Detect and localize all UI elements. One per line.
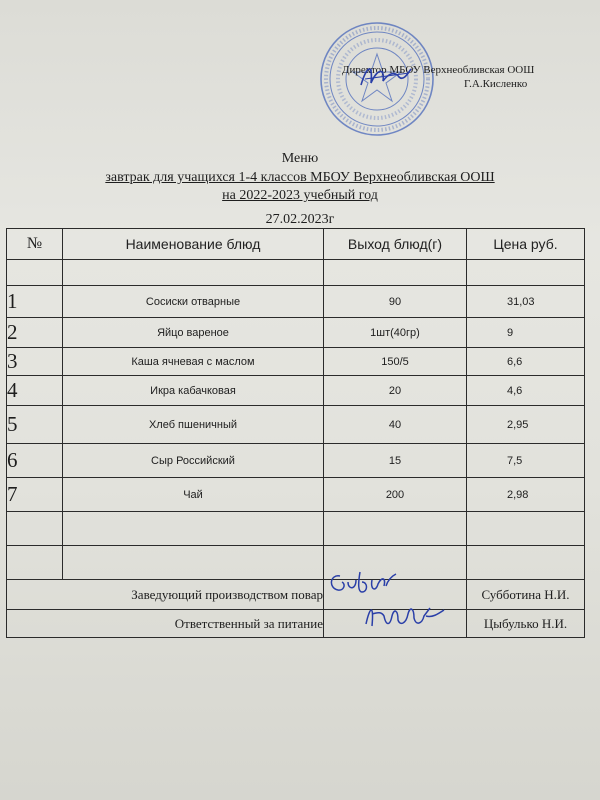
row-number: 5 <box>7 406 63 444</box>
dish-name: Чай <box>63 478 324 512</box>
dish-price: 6,6 <box>467 348 585 376</box>
dish-name: Сыр Российский <box>63 444 324 478</box>
dish-name: Яйцо вареное <box>63 318 324 348</box>
table-header-row <box>7 229 585 260</box>
signature-row-responsible <box>7 610 585 638</box>
dish-yield: 150/5 <box>324 348 467 376</box>
dish-price: 2,95 <box>467 406 585 444</box>
signature-row-manager <box>7 580 585 610</box>
column-header-number: № <box>7 229 63 260</box>
menu-table <box>6 228 585 638</box>
dish-price: 31,03 <box>467 286 585 318</box>
row-number: 2 <box>7 318 63 348</box>
manager-name: Субботина Н.И. <box>467 580 585 610</box>
director-signature <box>355 55 415 95</box>
table-row <box>7 286 585 318</box>
dish-yield: 1шт(40гр) <box>324 318 467 348</box>
responsible-label: Ответственный за питание <box>7 610 324 638</box>
table-row <box>7 376 585 406</box>
table-row <box>7 478 585 512</box>
dish-price: 7,5 <box>467 444 585 478</box>
table-row <box>7 318 585 348</box>
row-number: 1 <box>7 286 63 318</box>
dish-yield: 20 <box>324 376 467 406</box>
table-row-empty <box>7 512 585 546</box>
dish-price: 9 <box>467 318 585 348</box>
dish-yield: 40 <box>324 406 467 444</box>
director-line: Директор МБОУ Верхнеобливская ООШ <box>342 64 535 76</box>
table-row <box>7 406 585 444</box>
responsible-name: Цыбулько Н.И. <box>467 610 585 638</box>
menu-title: Меню <box>281 151 319 166</box>
dish-yield: 90 <box>324 286 467 318</box>
dish-name: Каша ячневая с маслом <box>63 348 324 376</box>
school-year: на 2022-2023 учебный год <box>222 188 378 203</box>
dish-price: 4,6 <box>467 376 585 406</box>
row-number: 7 <box>7 478 63 512</box>
menu-subtitle: завтрак для учащихся 1-4 классов МБОУ Верхнеобливская ООШ <box>105 170 495 185</box>
table-row <box>7 348 585 376</box>
row-number: 4 <box>7 376 63 406</box>
manager-signature-cell <box>324 580 467 610</box>
director-name: Г.А.Кисленко <box>464 78 528 90</box>
manager-label: Заведующий производством повар <box>7 580 324 610</box>
table-row <box>7 444 585 478</box>
dish-yield: 15 <box>324 444 467 478</box>
dish-yield: 200 <box>324 478 467 512</box>
menu-date: 27.02.2023г <box>265 212 335 227</box>
column-header-yield: Выход блюд(г) <box>324 229 467 260</box>
row-number: 6 <box>7 444 63 478</box>
dish-name: Икра кабачковая <box>63 376 324 406</box>
dish-price: 2,98 <box>467 478 585 512</box>
row-number: 3 <box>7 348 63 376</box>
column-header-price: Цена руб. <box>467 229 585 260</box>
table-row-empty <box>7 260 585 286</box>
dish-name: Сосиски отварные <box>63 286 324 318</box>
table-row-empty <box>7 546 585 580</box>
column-header-dish: Наименование блюд <box>63 229 324 260</box>
responsible-signature-cell <box>324 610 467 638</box>
dish-name: Хлеб пшеничный <box>63 406 324 444</box>
